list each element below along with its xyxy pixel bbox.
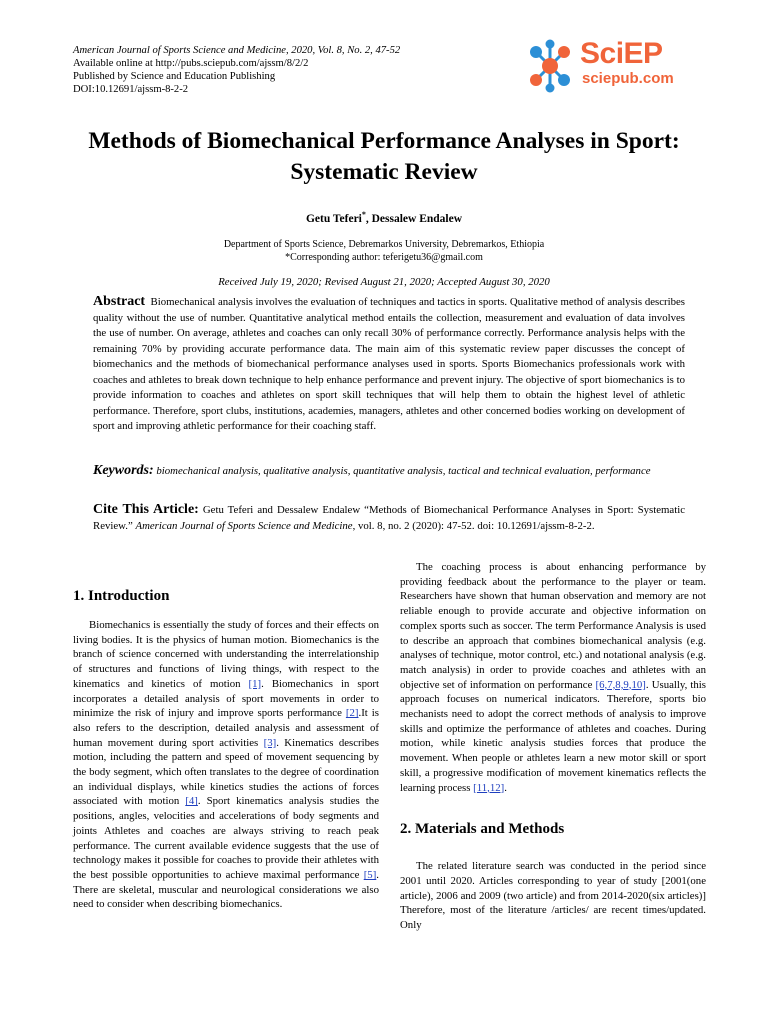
abstract	[93, 294, 685, 435]
reference-link-1[interactable]: [1]	[248, 677, 262, 690]
keywords	[93, 464, 685, 478]
cite-journal: American Journal of Sports Science and Medicine	[135, 519, 353, 532]
cite-text-a: Getu Teferi and Dessalew Endalew “Methods of Biomechanical Performance Analyses in Sport: Systematic Review.”	[93, 504, 685, 532]
reference-link-4[interactable]: [4]	[185, 795, 198, 808]
abstract-label: Abstract	[93, 294, 146, 309]
reference-link-6-10[interactable]: [6,7,8,9,10]	[595, 678, 646, 691]
reference-link-5[interactable]: [5]	[363, 868, 377, 881]
journal-citation-line: American Journal of Sports Science and Medicine, 2020, Vol. 8, No. 2, 47-52	[73, 45, 401, 56]
coaching-paragraph: The coaching process is about enhancing performance by providing feedback about the performance to the player or team. Researchers have shown that human observation and memory are not reliable enough to provide accurate and objective information on complex sports such as soccer. The term Performance Analysis is used to describe an approach that combines biomechanical analysis (e.g. analyses of technique, motor control, etc.) and notational analysis (e.g. match analysis) in order to provide coaches and athletes with an objective set of information on performance [6,7,8,9,10]. Usually, this approach focuses on numerical indicators. Therefore, sports bio mechanists need to adopt the correct methods of analysis to improve skills and optimize the performance of athletes and coaches. During motion, while kinetic analysis studies forces that produce the movement. When people or athletes learn a new motor skill or sport skill, a progressive modification of movement kinematics reflects the learning process [11,12].	[400, 561, 706, 794]
sciep-logo	[522, 38, 697, 94]
affiliation-block	[40, 238, 728, 264]
logo-wordmark: SciEP	[580, 37, 663, 70]
publisher-line: Published by Science and Education Publishing	[73, 71, 276, 82]
logo-url: sciepub.com	[582, 70, 674, 87]
cite-this-article	[93, 502, 685, 534]
corresponding-mark: *	[361, 210, 366, 219]
intro-paragraph: Biomechanics is essentially the study of forces and their effects on living bodies. It is the physics of human motion. Biomechanics is the branch of science concerned with understanding the interrelationship of structures and functions of living things, with respect to the kinematics and kinetics of motion [1]. Biomechanics in sport incorporates a detailed analysis of sport movements in order to minimize the risk of injury and improve sports performance [2].It is also refers to the description, detailed analysis and assessment of human movement during sport activities [3]. Kinematics describes motion, including the pattern and speed of movement sequencing by the body segment, which often translates to the degree of coordination an individual displays, while kinetics studies the actions of forces associated with motion [4]. Sport kinematics analysis studies the positions, angles, velocities and accelerations of body segments and joints Athletes and coaches are always striving to reach peak performance. The current available evidence suggests that the use of technology makes it possible for coaches to provide their athletes with the best possible opportunities to achieve maximal performance [5]. There are skeletal, muscular and neurological considerations we also need to consider when describing biomechanics.	[73, 619, 379, 911]
reference-link-3[interactable]: [3]	[263, 736, 277, 749]
journal-header	[73, 44, 493, 96]
sciep-molecule-icon	[522, 38, 578, 94]
author-line	[40, 210, 728, 225]
history-dates: Received July 19, 2020; Revised August 21, 2020; Accepted August 30, 2020	[218, 276, 550, 288]
keywords-text: biomechanical analysis, qualitative analysis, quantitative analysis, tactical and technical evaluation, performance	[156, 465, 651, 477]
corresponding-author: *Corresponding author: teferigetu36@gmail.com	[285, 252, 483, 263]
left-column	[73, 618, 379, 912]
affiliation: Department of Sports Science, Debremarkos University, Debremarkos, Ethiopia	[223, 239, 545, 250]
paper-title: Methods of Biomechanical Performance Analyses in Sport: Systematic Review	[88, 128, 680, 185]
reference-link-11-12[interactable]: [11,12]	[473, 781, 505, 794]
doi-line: DOI:10.12691/ajssm-8-2-2	[73, 84, 189, 95]
author-1: Getu Teferi	[305, 212, 362, 225]
cite-label: Cite This Article:	[93, 502, 199, 517]
materials-paragraph: The related literature search was conducted in the period since 2001 until 2020. Articles corresponding to year of study [2001(one article), 2006 and 2009 (two article) and from 2014-2020(six articles)] Therefore, most of the literature /articles/ are recent times/updated. Only	[400, 860, 706, 932]
keywords-label: Keywords:	[93, 463, 154, 478]
abstract-text: Biomechanical analysis involves the evaluation of techniques and tactics in sports. Qualitative method of analysis describes quality without the use of number. Quantitative analytical method entails the collection, measurement and evaluation of data involves the use of number. On average, athletes and coaches can only recall 30% of performance correctly. Performance analysis helps with the remaining 70% by providing accurate performance data. The main aim of this systematic review paper discusses the concept of biomechanics and the methods of biomechanical performance analyses used in sports. Sports Biomechanics professionals work with coaches and athletes to break down technique to help enhance performance and prevent injury. The objective of sport biomechanics is to provide information to coaches and athletes on sport skill techniques that will help them to obtain the highest level of athletic performance. Therefore, sport clubs, institutions, academies, managers, athletes and other concerned bodies working on development of sport and improving athletic performance for their coaching staff.	[93, 296, 685, 432]
introduction-heading: 1. Introduction	[73, 588, 170, 604]
materials-methods-heading: 2. Materials and Methods	[400, 821, 565, 838]
available-online-line: Available online at http://pubs.sciepub.com/ajssm/8/2/2	[73, 58, 309, 69]
cite-text-b: , vol. 8, no. 2 (2020): 47-52. doi: 10.12691/ajssm-8-2-2.	[352, 519, 595, 532]
right-column	[400, 560, 706, 933]
author-2: , Dessalew Endalew	[365, 212, 463, 225]
reference-link-2[interactable]: [2]	[345, 707, 359, 720]
